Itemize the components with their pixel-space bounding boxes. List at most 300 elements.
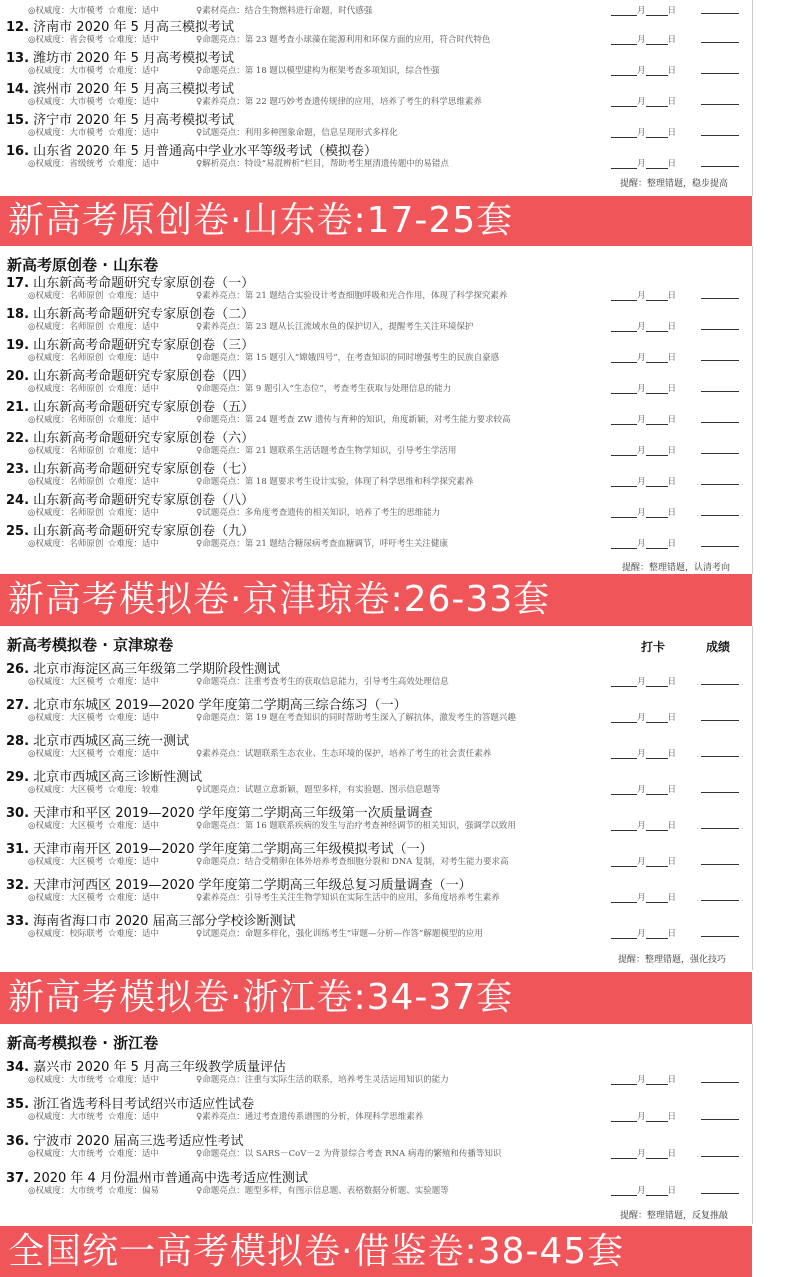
- exam-name: 天津市南开区 2019—2020 学年度第二学期高三年级模拟考试（一）: [33, 842, 433, 857]
- authority-value: 大区模考: [69, 857, 104, 867]
- exam-name: 山东新高考命题研究专家原创卷（八）: [33, 493, 255, 508]
- exam-name: 宁波市 2020 届高三选考适应性考试: [33, 1134, 244, 1149]
- score-blank[interactable]: [701, 1073, 739, 1083]
- month-label: 月: [637, 66, 646, 76]
- difficulty-value: 适中: [142, 821, 160, 831]
- month-label: 月: [637, 713, 646, 723]
- difficulty-value: 适中: [142, 128, 160, 138]
- day-label: 日: [667, 322, 677, 332]
- date-blank[interactable]: [611, 320, 676, 332]
- authority-label: ◎权威度：: [28, 66, 70, 76]
- date-blank[interactable]: [611, 413, 676, 425]
- exam-number: 27.: [6, 698, 30, 713]
- exam-number: 36.: [6, 1134, 30, 1149]
- day-label: 日: [667, 749, 677, 759]
- exam-meta: [28, 33, 752, 45]
- score-blank[interactable]: [701, 855, 739, 865]
- difficulty-value: 适中: [142, 929, 160, 939]
- score-blank[interactable]: [701, 351, 739, 361]
- date-blank[interactable]: [611, 382, 676, 394]
- date-blank[interactable]: [611, 444, 676, 456]
- exam-name: 北京市西城区高三诊断性测试: [33, 770, 203, 785]
- authority: [28, 95, 103, 107]
- authority-value: 大区模考: [69, 677, 104, 687]
- difficulty-value: 适中: [142, 539, 160, 549]
- highlight: ♀命题亮点：注重与实际生活的联系，培养考生灵活运用知识的能力: [196, 1075, 449, 1085]
- date-blank[interactable]: [611, 289, 676, 301]
- exam-meta: [28, 783, 752, 795]
- highlight: ♀命题亮点：结合受精卵在体外培养考查细胞分裂和 DNA 复制，对考生能力要求高: [196, 857, 509, 867]
- difficulty-label: ☆难度：: [108, 1112, 143, 1122]
- difficulty-value: 适中: [142, 97, 160, 107]
- day-label: 日: [667, 539, 677, 549]
- authority: [28, 819, 103, 831]
- month-label: 月: [637, 749, 646, 759]
- exam-number: 30.: [6, 806, 30, 821]
- exam-meta: [28, 747, 752, 759]
- banner-zhejiang: 新高考模拟卷·浙江卷:34-37套: [0, 972, 752, 1024]
- date-blank[interactable]: [611, 1073, 676, 1085]
- difficulty-value: 适中: [142, 1075, 160, 1085]
- month-label: 月: [637, 893, 646, 903]
- authority: [28, 351, 103, 363]
- exam-number: 18.: [6, 307, 30, 322]
- authority: [28, 1184, 103, 1196]
- score-blank[interactable]: [701, 475, 739, 485]
- exam-name: 天津市和平区 2019—2020 学年度第二学期高三年级第一次质量调查: [33, 806, 433, 821]
- score-blank[interactable]: [701, 64, 739, 74]
- date-blank[interactable]: [611, 819, 676, 831]
- difficulty-value: 适中: [142, 35, 160, 45]
- month-label: 月: [637, 415, 646, 425]
- date-blank[interactable]: [611, 506, 676, 518]
- highlight: ♀素养亮点：第 23 题从长江流域水鱼的保护切入，提醒考生关注环境保护: [196, 322, 474, 332]
- difficulty: [108, 64, 159, 76]
- difficulty: [108, 157, 159, 169]
- authority-value: 大市模考: [69, 97, 104, 107]
- score-blank[interactable]: [701, 444, 739, 454]
- section-note-1: 提醒：整理错题，稳步提高: [620, 179, 729, 189]
- date-blank[interactable]: [611, 855, 676, 867]
- highlight: ♀素材亮点：结合生物燃料进行命题，时代感强: [196, 6, 373, 16]
- exam-name: 山东省 2020 年 5 月普通高中学业水平等级考试（模拟卷）: [33, 144, 378, 159]
- authority-label: ◎权威度：: [28, 35, 70, 45]
- score-blank[interactable]: [701, 33, 739, 43]
- authority-value: 名师原创: [69, 415, 104, 425]
- difficulty-value: 适中: [142, 291, 160, 301]
- authority-label: ◎权威度：: [28, 159, 70, 169]
- authority-value: 名师原创: [69, 353, 104, 363]
- section-note-4: 提醒：整理错题，反复推敲: [620, 1211, 729, 1221]
- exam-name: 天津市河西区 2019—2020 学年度第二学期高三年级总复习质量调查（一）: [33, 878, 472, 893]
- day-label: 日: [667, 159, 677, 169]
- exam-name: 济宁市 2020 年 5 月高考模拟考试: [33, 113, 235, 128]
- difficulty: [108, 1073, 159, 1085]
- section-panel-2: [0, 246, 753, 574]
- score-blank[interactable]: [701, 289, 739, 299]
- authority-value: 大市统考: [69, 1112, 104, 1122]
- difficulty: [108, 95, 159, 107]
- section-title-3: 新高考模拟卷 · 京津琼卷: [7, 636, 174, 654]
- exam-name: 滨州市 2020 年 5 月高三模拟考试: [33, 82, 235, 97]
- exam-number: 21.: [6, 400, 30, 415]
- authority-value: 省级统考: [69, 159, 104, 169]
- difficulty: [108, 819, 159, 831]
- date-blank[interactable]: [611, 783, 676, 795]
- exam-meta: [28, 4, 752, 16]
- authority-value: 大市统考: [69, 1149, 104, 1159]
- score-blank[interactable]: [701, 1184, 739, 1194]
- day-label: 日: [667, 353, 677, 363]
- difficulty-value: 适中: [142, 384, 160, 394]
- highlight: ♀素养亮点：第 21 题结合实验设计考查细胞呼吸和光合作用，体现了科学探究素养: [196, 291, 508, 301]
- exam-number: 29.: [6, 770, 30, 785]
- exam-name: 山东新高考命题研究专家原创卷（四）: [33, 369, 255, 384]
- authority-label: ◎权威度：: [28, 1112, 70, 1122]
- month-label: 月: [637, 1149, 646, 1159]
- highlight: ♀命题亮点：第 18 题以模型建构为框架考查多项知识，综合性强: [196, 66, 440, 76]
- date-blank[interactable]: [611, 1110, 676, 1122]
- difficulty-label: ☆难度：: [108, 1075, 143, 1085]
- authority: [28, 320, 103, 332]
- day-label: 日: [667, 6, 677, 16]
- exam-name: 山东新高考命题研究专家原创卷（二）: [33, 307, 255, 322]
- month-label: 月: [637, 6, 646, 16]
- score-blank[interactable]: [701, 891, 739, 901]
- difficulty: [108, 675, 159, 687]
- highlight: ♀命题亮点：第 19 题在考查知识的同时帮助考生深入了解抗体，激发考生的答题兴趣: [196, 713, 516, 723]
- highlight: ♀命题亮点：第 9 题引入“生态位”，考查考生获取与处理信息的能力: [196, 384, 452, 394]
- highlight: ♀命题亮点：第 21 题结合糖尿病考查血糖调节，呼吁考生关注健康: [196, 539, 448, 549]
- exam-name: 济南市 2020 年 5 月高三模拟考试: [33, 20, 235, 35]
- exam-name: 山东新高考命题研究专家原创卷（一）: [33, 276, 255, 291]
- exam-name: 潍坊市 2020 年 5 月高考模拟考试: [33, 51, 235, 66]
- exam-name: 海南省海口市 2020 届高三部分学校诊断测试: [33, 914, 296, 929]
- difficulty-label: ☆难度：: [108, 785, 143, 795]
- difficulty: [108, 747, 159, 759]
- difficulty: [108, 413, 159, 425]
- authority-label: ◎权威度：: [28, 929, 70, 939]
- difficulty: [108, 1110, 159, 1122]
- authority-label: ◎权威度：: [28, 384, 70, 394]
- date-blank[interactable]: [611, 33, 676, 45]
- score-blank[interactable]: [701, 1147, 739, 1157]
- difficulty-value: 适中: [142, 508, 160, 518]
- day-label: 日: [667, 821, 677, 831]
- exam-meta: [28, 891, 752, 903]
- exam-meta: [28, 675, 752, 687]
- authority-value: 名师原创: [69, 477, 104, 487]
- difficulty: [108, 382, 159, 394]
- difficulty: [108, 1184, 159, 1196]
- difficulty-label: ☆难度：: [108, 477, 143, 487]
- date-blank[interactable]: [611, 675, 676, 687]
- difficulty-label: ☆难度：: [108, 291, 143, 301]
- exam-number: 33.: [6, 914, 30, 929]
- exam-meta: [28, 1184, 752, 1196]
- exam-name: 北京市西城区高三统一测试: [33, 734, 190, 749]
- authority: [28, 157, 103, 169]
- authority: [28, 4, 103, 16]
- day-label: 日: [667, 1149, 677, 1159]
- difficulty-value: 适中: [142, 677, 160, 687]
- month-label: 月: [637, 1186, 646, 1196]
- exam-meta: [28, 289, 752, 301]
- authority: [28, 927, 103, 939]
- exam-name: 山东新高考命题研究专家原创卷（七）: [33, 462, 255, 477]
- day-label: 日: [667, 291, 677, 301]
- date-blank[interactable]: [611, 1147, 676, 1159]
- exam-number: 22.: [6, 431, 30, 446]
- date-blank[interactable]: [611, 711, 676, 723]
- exam-number: 15.: [6, 113, 30, 128]
- authority: [28, 1110, 103, 1122]
- day-label: 日: [667, 1075, 677, 1085]
- difficulty-label: ☆难度：: [108, 128, 143, 138]
- month-label: 月: [637, 159, 646, 169]
- day-label: 日: [667, 35, 677, 45]
- score-blank[interactable]: [701, 382, 739, 392]
- authority: [28, 1147, 103, 1159]
- exam-meta: [28, 95, 752, 107]
- section-title-4: 新高考模拟卷 · 浙江卷: [7, 1034, 159, 1052]
- exam-number: 34.: [6, 1060, 30, 1075]
- exam-name: 山东新高考命题研究专家原创卷（九）: [33, 524, 255, 539]
- exam-meta: [28, 382, 752, 394]
- date-blank[interactable]: [611, 475, 676, 487]
- highlight: ♀命题亮点：题型多样，有图示信息题、表格数据分析题、实验题等: [196, 1186, 449, 1196]
- banner-shandong-original: 新高考原创卷·山东卷:17-25套: [0, 196, 752, 246]
- authority-label: ◎权威度：: [28, 1186, 70, 1196]
- exam-number: 14.: [6, 82, 30, 97]
- exam-meta: [28, 64, 752, 76]
- difficulty: [108, 289, 159, 301]
- highlight: ♀命题亮点：第 16 题联系疾病的发生与治疗考查神经调节的相关知识，强调学以致用: [196, 821, 516, 831]
- authority-label: ◎权威度：: [28, 749, 70, 759]
- highlight: ♀命题亮点：第 15 题引入“嫦娥四号”，在考查知识的同时增强考生的民族自豪感: [196, 353, 500, 363]
- authority-label: ◎权威度：: [28, 446, 70, 456]
- date-blank[interactable]: [611, 1184, 676, 1196]
- authority-label: ◎权威度：: [28, 821, 70, 831]
- date-blank[interactable]: [611, 157, 676, 169]
- date-blank[interactable]: [611, 126, 676, 138]
- score-blank[interactable]: [701, 537, 739, 547]
- authority-value: 省会模考: [69, 35, 104, 45]
- authority-value: 名师原创: [69, 291, 104, 301]
- date-blank[interactable]: [611, 95, 676, 107]
- difficulty-value: 适中: [142, 159, 160, 169]
- exam-number: 26.: [6, 662, 30, 677]
- score-blank[interactable]: [701, 819, 739, 829]
- exam-number: 35.: [6, 1097, 30, 1112]
- difficulty-label: ☆难度：: [108, 384, 143, 394]
- exam-number: 16.: [6, 144, 30, 159]
- exam-meta: [28, 1110, 752, 1122]
- date-blank[interactable]: [611, 64, 676, 76]
- month-label: 月: [637, 677, 646, 687]
- month-label: 月: [637, 477, 646, 487]
- authority-value: 大区模考: [69, 749, 104, 759]
- authority-value: 大市模考: [69, 66, 104, 76]
- score-header: 成绩: [706, 640, 731, 654]
- difficulty-value: 适中: [142, 857, 160, 867]
- exam-name: 北京市海淀区高三年级第二学期阶段性测试: [33, 662, 281, 677]
- authority-label: ◎权威度：: [28, 415, 70, 425]
- authority: [28, 747, 103, 759]
- difficulty-label: ☆难度：: [108, 821, 143, 831]
- exam-meta: [28, 855, 752, 867]
- day-label: 日: [667, 97, 677, 107]
- highlight: ♀解析亮点：特设“易混辨析”栏目，帮助考生厘清遗传题中的易错点: [196, 159, 449, 169]
- exam-number: 13.: [6, 51, 30, 66]
- month-label: 月: [637, 857, 646, 867]
- difficulty-value: 适中: [142, 66, 160, 76]
- authority-value: 大市统考: [69, 1075, 104, 1085]
- day-label: 日: [667, 785, 677, 795]
- day-label: 日: [667, 893, 677, 903]
- date-blank[interactable]: [611, 351, 676, 363]
- exam-number: 12.: [6, 20, 30, 35]
- section-panel-4: [0, 1024, 753, 1224]
- month-label: 月: [637, 291, 646, 301]
- day-label: 日: [667, 128, 677, 138]
- section-note-2: 提醒：整理错题，认清考向: [622, 563, 731, 573]
- difficulty-label: ☆难度：: [108, 97, 143, 107]
- difficulty: [108, 537, 159, 549]
- difficulty-label: ☆难度：: [108, 539, 143, 549]
- difficulty-label: ☆难度：: [108, 6, 143, 16]
- exam-number: 37.: [6, 1171, 30, 1186]
- difficulty-label: ☆难度：: [108, 929, 143, 939]
- exam-name: 北京市东城区 2019—2020 学年度第二学期高三综合练习（一）: [33, 698, 407, 713]
- authority-label: ◎权威度：: [28, 291, 70, 301]
- date-blank[interactable]: [611, 537, 676, 549]
- month-label: 月: [637, 821, 646, 831]
- authority-value: 名师原创: [69, 539, 104, 549]
- day-label: 日: [667, 384, 677, 394]
- authority-label: ◎权威度：: [28, 477, 70, 487]
- exam-meta: [28, 506, 752, 518]
- score-blank[interactable]: [701, 747, 739, 757]
- difficulty: [108, 475, 159, 487]
- authority-value: 名师原创: [69, 322, 104, 332]
- authority-label: ◎权威度：: [28, 713, 70, 723]
- highlight: ♀素养亮点：第 22 题巧妙考查遗传规律的应用，培养了考生的科学思维素养: [196, 97, 482, 107]
- score-blank[interactable]: [701, 783, 739, 793]
- difficulty-label: ☆难度：: [108, 353, 143, 363]
- authority-label: ◎权威度：: [28, 322, 70, 332]
- difficulty: [108, 126, 159, 138]
- banner-national-reference: 全国统一高考模拟卷·借鉴卷:38-45套: [0, 1226, 752, 1277]
- day-label: 日: [667, 1112, 677, 1122]
- score-blank[interactable]: [701, 711, 739, 721]
- difficulty-value: 适中: [142, 353, 160, 363]
- difficulty-label: ☆难度：: [108, 1186, 143, 1196]
- score-blank[interactable]: [701, 126, 739, 136]
- authority-value: 大市模考: [69, 128, 104, 138]
- difficulty: [108, 320, 159, 332]
- date-blank[interactable]: [611, 4, 676, 16]
- exam-number: 23.: [6, 462, 30, 477]
- highlight: ♀试题亮点：多角度考查遗传的相关知识，培养了考生的思维能力: [196, 508, 441, 518]
- difficulty-label: ☆难度：: [108, 857, 143, 867]
- difficulty-label: ☆难度：: [108, 893, 143, 903]
- difficulty: [108, 444, 159, 456]
- difficulty-label: ☆难度：: [108, 677, 143, 687]
- exam-meta: [28, 927, 752, 939]
- authority: [28, 537, 103, 549]
- difficulty: [108, 711, 159, 723]
- exam-meta: [28, 1147, 752, 1159]
- date-blank[interactable]: [611, 927, 676, 939]
- month-label: 月: [637, 929, 646, 939]
- month-label: 月: [637, 97, 646, 107]
- score-blank[interactable]: [701, 927, 739, 937]
- authority-label: ◎权威度：: [28, 785, 70, 795]
- authority: [28, 382, 103, 394]
- date-blank[interactable]: [611, 747, 676, 759]
- authority-value: 大市模考: [69, 6, 104, 16]
- score-blank[interactable]: [701, 95, 739, 105]
- authority-label: ◎权威度：: [28, 857, 70, 867]
- authority-label: ◎权威度：: [28, 128, 70, 138]
- highlight: ♀命题亮点：以 SARS－CoV－2 为背景综合考查 RNA 病毒的繁殖和传播等知识: [196, 1149, 502, 1159]
- difficulty-value: 较难: [142, 785, 160, 795]
- section-note-3: 提醒：整理错题，强化技巧: [618, 955, 727, 965]
- score-blank[interactable]: [701, 320, 739, 330]
- highlight: ♀命题亮点：第 18 题要求考生设计实验，体现了科学思维和科学探究素养: [196, 477, 474, 487]
- exam-name: 山东新高考命题研究专家原创卷（三）: [33, 338, 255, 353]
- authority-label: ◎权威度：: [28, 1149, 70, 1159]
- exam-number: 20.: [6, 369, 30, 384]
- month-label: 月: [637, 539, 646, 549]
- authority-value: 大区模考: [69, 713, 104, 723]
- score-blank[interactable]: [701, 413, 739, 423]
- authority-value: 名师原创: [69, 384, 104, 394]
- month-label: 月: [637, 1075, 646, 1085]
- day-label: 日: [667, 677, 677, 687]
- exam-name: 山东新高考命题研究专家原创卷（五）: [33, 400, 255, 415]
- exam-number: 19.: [6, 338, 30, 353]
- highlight: ♀命题亮点：第 21 题联系生活话题考查生物学知识，引导考生学活用: [196, 446, 457, 456]
- difficulty: [108, 506, 159, 518]
- score-blank[interactable]: [701, 506, 739, 516]
- authority-value: 大市统考: [69, 1186, 104, 1196]
- difficulty-label: ☆难度：: [108, 159, 143, 169]
- exam-number: 24.: [6, 493, 30, 508]
- highlight: ♀命题亮点：第 24 题考查 ZW 遗传与育种的知识，角度新颖，对考生能力要求较高: [196, 415, 511, 425]
- authority-label: ◎权威度：: [28, 508, 70, 518]
- authority: [28, 413, 103, 425]
- difficulty-label: ☆难度：: [108, 749, 143, 759]
- exam-number: 28.: [6, 734, 30, 749]
- day-label: 日: [667, 66, 677, 76]
- score-blank[interactable]: [701, 157, 739, 167]
- date-blank[interactable]: [611, 891, 676, 903]
- exam-name: 浙江省选考科目考试绍兴市适应性试卷: [33, 1097, 255, 1112]
- difficulty: [108, 783, 159, 795]
- score-blank[interactable]: [701, 4, 739, 14]
- score-blank[interactable]: [701, 1110, 739, 1120]
- day-label: 日: [667, 477, 677, 487]
- day-label: 日: [667, 857, 677, 867]
- authority-value: 名师原创: [69, 508, 104, 518]
- difficulty-value: 适中: [142, 477, 160, 487]
- highlight: ♀试题亮点：命题多样化，强化训练考生“审题—分析—作答”解题模型的应用: [196, 929, 483, 939]
- score-blank[interactable]: [701, 675, 739, 685]
- exam-meta: [28, 819, 752, 831]
- month-label: 月: [637, 508, 646, 518]
